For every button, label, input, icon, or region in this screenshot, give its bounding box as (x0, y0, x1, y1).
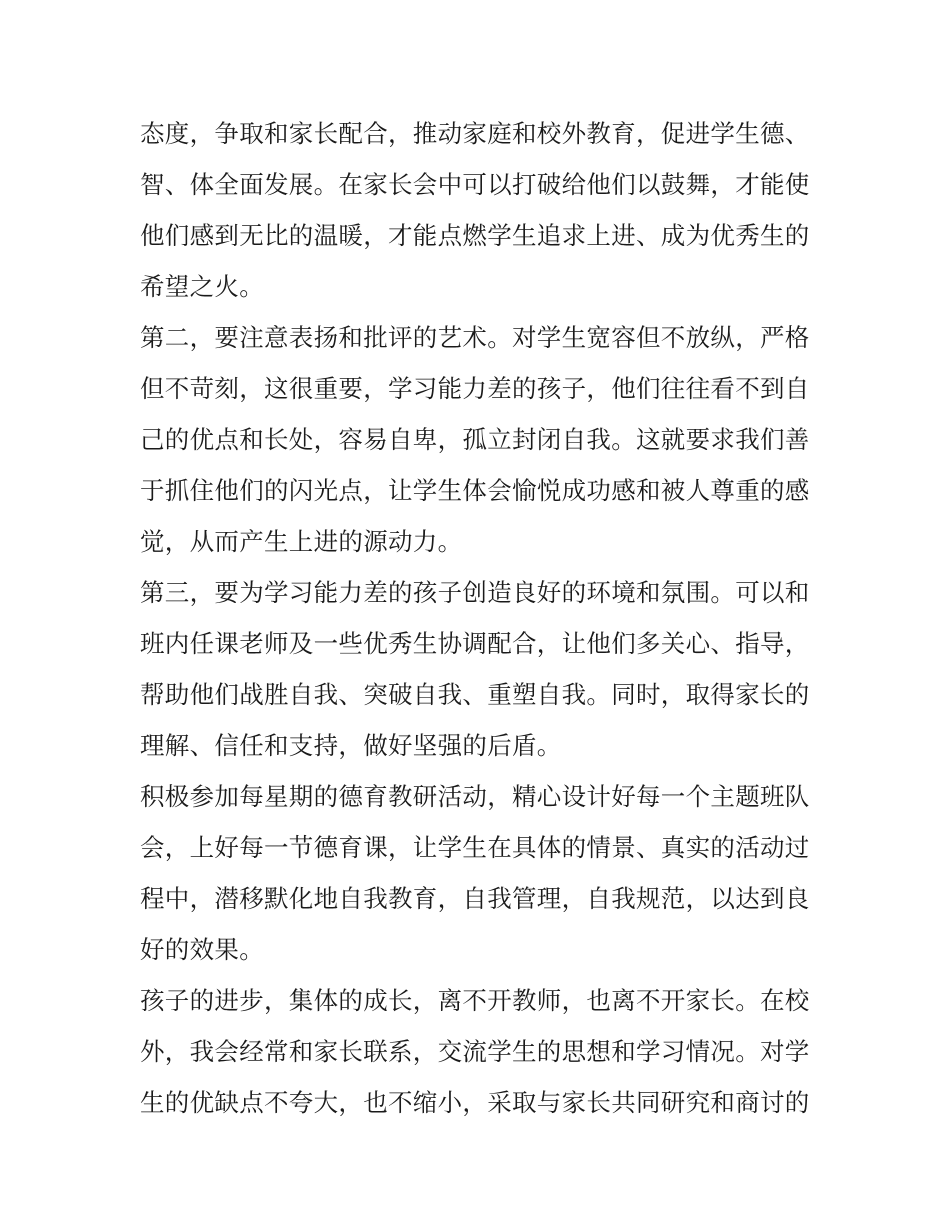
text-line: 孩子的进步，集体的成长，离不开教师，也离不开家长。在校 (140, 986, 810, 1015)
text-line: 态度，争取和家长配合，推动家庭和校外教育，促进学生德、 (140, 119, 810, 148)
text-line: 己的优点和长处，容易自卑，孤立封闭自我。这就要求我们善 (140, 425, 810, 454)
text-line: 会，上好每一节德育课，让学生在具体的情景、真实的活动过 (140, 833, 810, 862)
text-line: 班内任课老师及一些优秀生协调配合，让他们多关心、指导， (140, 629, 810, 658)
text-line: 帮助他们战胜自我、突破自我、重塑自我。同时，取得家长的 (140, 680, 810, 709)
text-line: 外，我会经常和家长联系，交流学生的思想和学习情况。对学 (140, 1037, 810, 1066)
text-line: 程中，潜移默化地自我教育，自我管理，自我规范，以达到良 (140, 884, 810, 913)
text-line: 第二，要注意表扬和批评的艺术。对学生宽容但不放纵，严格 (140, 323, 810, 352)
text-line: 于抓住他们的闪光点，让学生体会愉悦成功感和被人尊重的感 (140, 476, 810, 505)
text-line: 但不苛刻，这很重要，学习能力差的孩子，他们往往看不到自 (140, 374, 810, 403)
body-text (140, 108, 820, 1128)
text-line: 智、体全面发展。在家长会中可以打破给他们以鼓舞，才能使 (140, 170, 810, 199)
text-line: 理解、信任和支持，做好坚强的后盾。 (140, 731, 562, 760)
text-line: 觉，从而产生上进的源动力。 (140, 527, 463, 556)
text-line: 生的优缺点不夸大，也不缩小，采取与家长共同研究和商讨的 (140, 1088, 810, 1117)
text-line: 积极参加每星期的德育教研活动，精心设计好每一个主题班队 (140, 782, 810, 811)
text-line: 第三，要为学习能力差的孩子创造良好的环境和氛围。可以和 (140, 578, 810, 607)
text-line: 希望之火。 (140, 272, 264, 301)
text-line: 好的效果。 (140, 935, 264, 964)
text-line: 他们感到无比的温暖，才能点燃学生追求上进、成为优秀生的 (140, 221, 810, 250)
